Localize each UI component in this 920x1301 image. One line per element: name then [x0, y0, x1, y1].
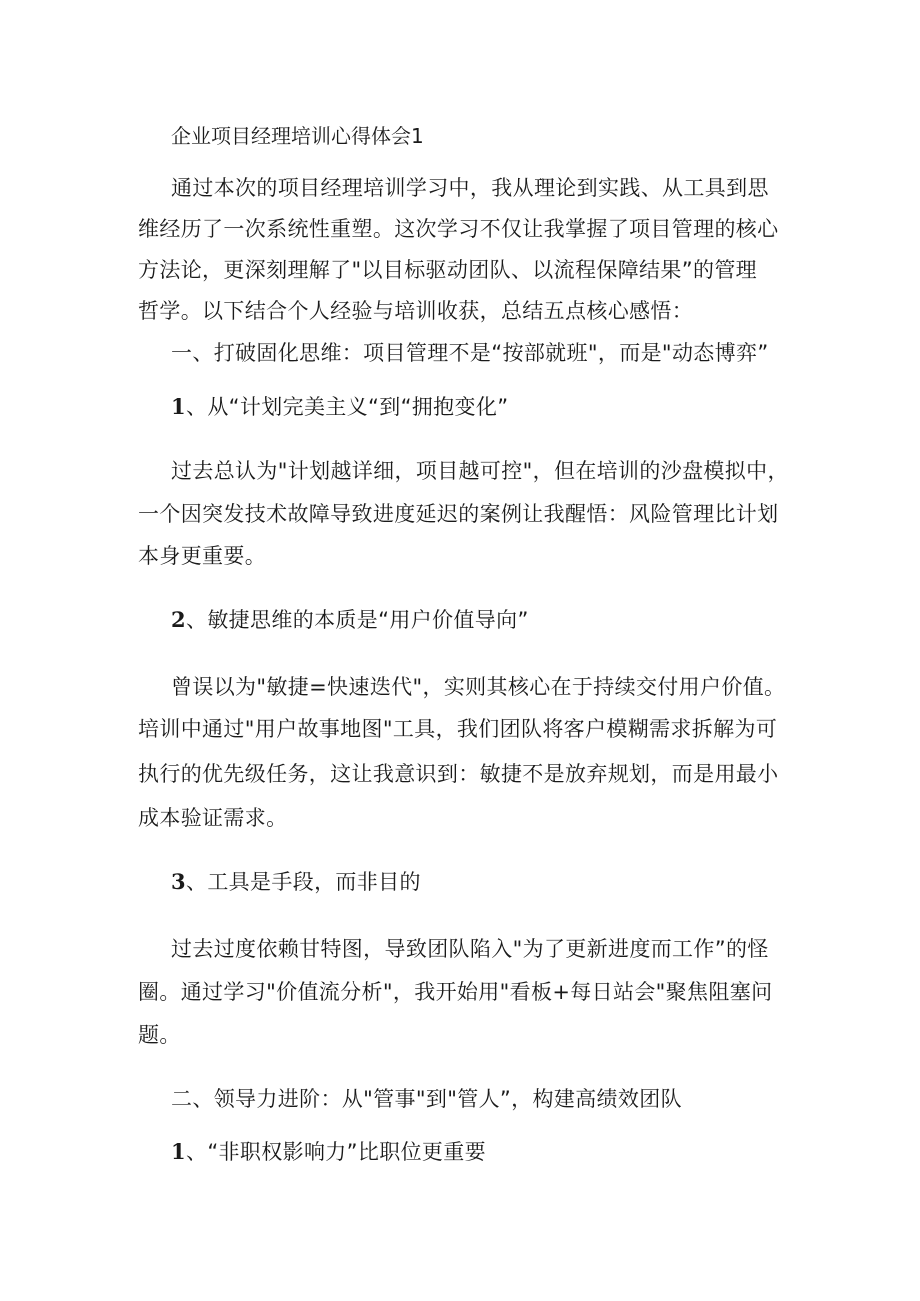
paragraph-line: 题。 [138, 1023, 181, 1047]
item-number: 3 [171, 869, 186, 894]
document-title: 企业项目经理培训心得体会1 [171, 124, 424, 148]
intro-line: 维经历了一次系统性重塑。这次学习不仅让我掌握了项目管理的核心 [138, 217, 779, 241]
item-heading [171, 1138, 831, 1166]
section-heading: 二、领导力进阶：从"管事"到"管人”，构建高绩效团队 [171, 1087, 682, 1111]
paragraph-line: 一个因突发技术故障导致进度延迟的案例让我醒悟：风险管理比计划 [138, 502, 779, 526]
item-title: 、工具是手段，而非目的 [185, 870, 421, 894]
intro-line: 通过本次的项目经理培训学习中，我从理论到实践、从工具到思 [171, 176, 769, 200]
item-title: 、“非职权影响力”比职位更重要 [185, 1140, 486, 1164]
paragraph-line: 过去过度依赖甘特图，导致团队陷入"为了更新进度而工作”的怪 [171, 937, 769, 961]
paragraph-line: 圈。通过学习"价值流分析"，我开始用"看板+每日站会"聚焦阻塞问 [138, 980, 773, 1004]
paragraph-line: 曾误以为"敏捷=快速迭代"，实则其核心在于持续交付用户价值。 [171, 675, 786, 699]
intro-line: 哲学。以下结合个人经验与培训收获，总结五点核心感悟： [138, 299, 694, 323]
item-number: 1 [171, 394, 186, 419]
item-heading [171, 393, 831, 421]
item-title: 、从“计划完美主义“到“拥抱变化” [185, 395, 509, 419]
section-heading: 一、打破固化思维：项目管理不是“按部就班"，而是"动态博弈” [171, 341, 769, 365]
paragraph-line: 培训中通过"用户故事地图"工具，我们团队将客户模糊需求拆解为可 [138, 717, 778, 741]
intro-line: 方法论，更深刻理解了"以目标驱动团队、以流程保障结果”的管理 [138, 258, 758, 282]
paragraph-line: 执行的优先级任务，这让我意识到：敏捷不是放弃规划，而是用最小 [138, 762, 779, 786]
item-heading [171, 606, 831, 634]
paragraph-line: 成本验证需求。 [138, 806, 288, 830]
paragraph-line: 本身更重要。 [138, 544, 267, 568]
item-heading [171, 868, 831, 896]
item-number: 2 [171, 607, 186, 632]
paragraph-line: 过去总认为"计划越详细，项目越可控"，但在培训的沙盘模拟中， [171, 459, 789, 483]
item-number: 1 [171, 1139, 186, 1164]
item-title: 、敏捷思维的本质是“用户价值导向” [185, 608, 529, 632]
